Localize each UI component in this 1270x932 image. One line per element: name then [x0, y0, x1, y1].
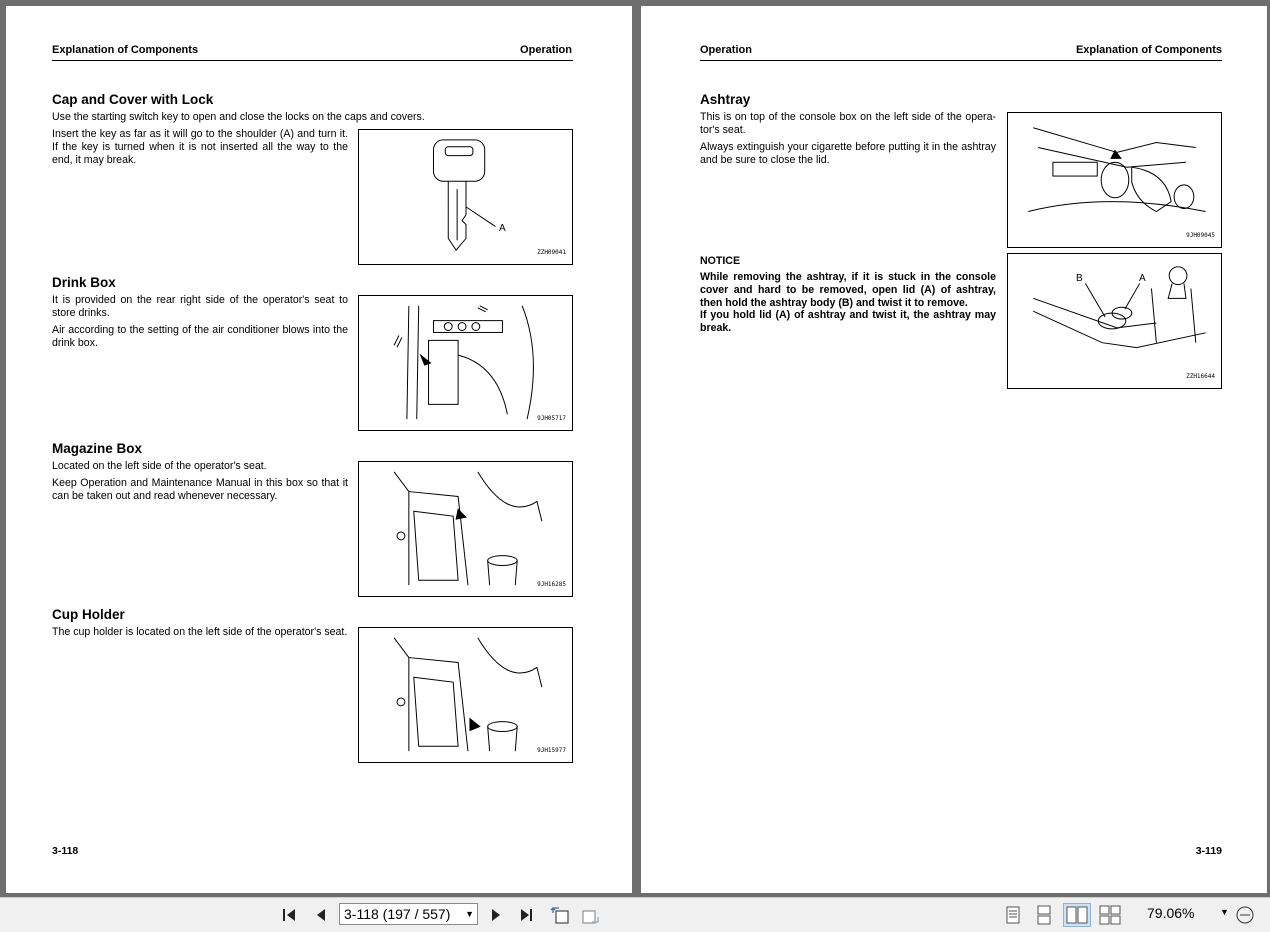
notice-label: NOTICE — [700, 255, 741, 267]
running-header-right: Operation — [520, 44, 572, 56]
magazine-box-illustration — [358, 461, 573, 597]
two-page-view-icon[interactable] — [1063, 903, 1091, 927]
figure-code: 9JH09045 — [1186, 232, 1215, 239]
go-forward-icon[interactable] — [579, 903, 603, 927]
notice-text: While removing the ashtray, if it is stuck in the console cover and hard to be removed, open lid (A) of ashtray, then hold the ashtray body (B) and twist it to remove. — [700, 271, 996, 309]
figure-callout: A — [499, 223, 506, 234]
ashtray-removal-illustration — [1007, 253, 1222, 389]
zoom-level[interactable]: 79.06% — [1147, 905, 1195, 921]
viewer-toolbar — [0, 897, 1270, 932]
header-rule — [52, 60, 573, 61]
key-illustration — [358, 129, 573, 265]
section-paragraph: Air according to the setting of the air conditioner blows into the drink box. — [52, 324, 348, 349]
next-page-icon[interactable] — [484, 903, 508, 927]
section-paragraph: This is on top of the console box on the left side of the opera- tor's seat. — [700, 111, 996, 136]
section-title: Ashtray — [700, 92, 751, 107]
figure-code: 9JH05717 — [537, 415, 566, 422]
cup-holder-illustration — [358, 627, 573, 763]
last-page-icon[interactable] — [514, 903, 538, 927]
drink-box-illustration — [358, 295, 573, 431]
document-page-right — [641, 6, 1267, 893]
section-paragraph: Keep Operation and Maintenance Manual in this box so that it can be taken out and read whenever necessary. — [52, 477, 348, 502]
page-indicator: 3-118 (197 / 557) — [344, 906, 451, 922]
previous-page-icon[interactable] — [309, 903, 333, 927]
page-number: 3-119 — [1195, 845, 1222, 857]
figure-code: 9JH15977 — [537, 747, 566, 754]
section-title: Cap and Cover with Lock — [52, 92, 214, 107]
section-paragraph: It is provided on the rear right side of the operator's seat to store drinks. — [52, 294, 348, 319]
continuous-view-icon[interactable] — [1032, 903, 1056, 927]
section-title: Magazine Box — [52, 441, 143, 456]
first-page-icon[interactable] — [278, 903, 302, 927]
running-header-right: Explanation of Components — [1075, 44, 1222, 56]
page-number: 3-118 — [52, 845, 79, 857]
header-rule — [700, 60, 1222, 61]
chevron-down-icon[interactable]: ▼ — [1220, 907, 1229, 917]
running-header-left: Operation — [700, 44, 752, 56]
notice-text: If you hold lid (A) of ashtray and twist it, the ashtray may break. — [700, 309, 996, 334]
single-page-view-icon[interactable] — [1001, 903, 1025, 927]
section-paragraph: The cup holder is located on the left side of the operator's seat. — [52, 626, 348, 638]
document-page-left — [6, 6, 632, 893]
section-paragraph: Insert the key as far as it will go to the shoulder (A) and turn it. If the key is turned when it is not inserted all the way to the end, it may break. — [52, 128, 348, 166]
zoom-out-icon[interactable] — [1233, 903, 1257, 927]
figure-callout: A — [1139, 273, 1146, 284]
section-title: Drink Box — [52, 275, 116, 290]
go-back-icon[interactable] — [548, 903, 572, 927]
section-paragraph: Use the starting switch key to open and close the locks on the caps and covers. — [52, 111, 425, 123]
page-number-select[interactable] — [339, 903, 478, 925]
chevron-down-icon: ▼ — [465, 909, 474, 919]
section-paragraph: Always extinguish your cigarette before putting it in the ashtray and be sure to close the lid. — [700, 141, 996, 166]
figure-code: 9JH16285 — [537, 581, 566, 588]
running-header-left: Explanation of Components — [52, 44, 199, 56]
figure-code: ZZH09041 — [537, 249, 566, 256]
continuous-two-page-view-icon[interactable] — [1098, 903, 1122, 927]
figure-code: ZZH16644 — [1186, 373, 1215, 380]
figure-callout: B — [1076, 273, 1083, 284]
section-title: Cup Holder — [52, 607, 125, 622]
console-ashtray-illustration — [1007, 112, 1222, 248]
section-paragraph: Located on the left side of the operator's seat. — [52, 460, 267, 472]
